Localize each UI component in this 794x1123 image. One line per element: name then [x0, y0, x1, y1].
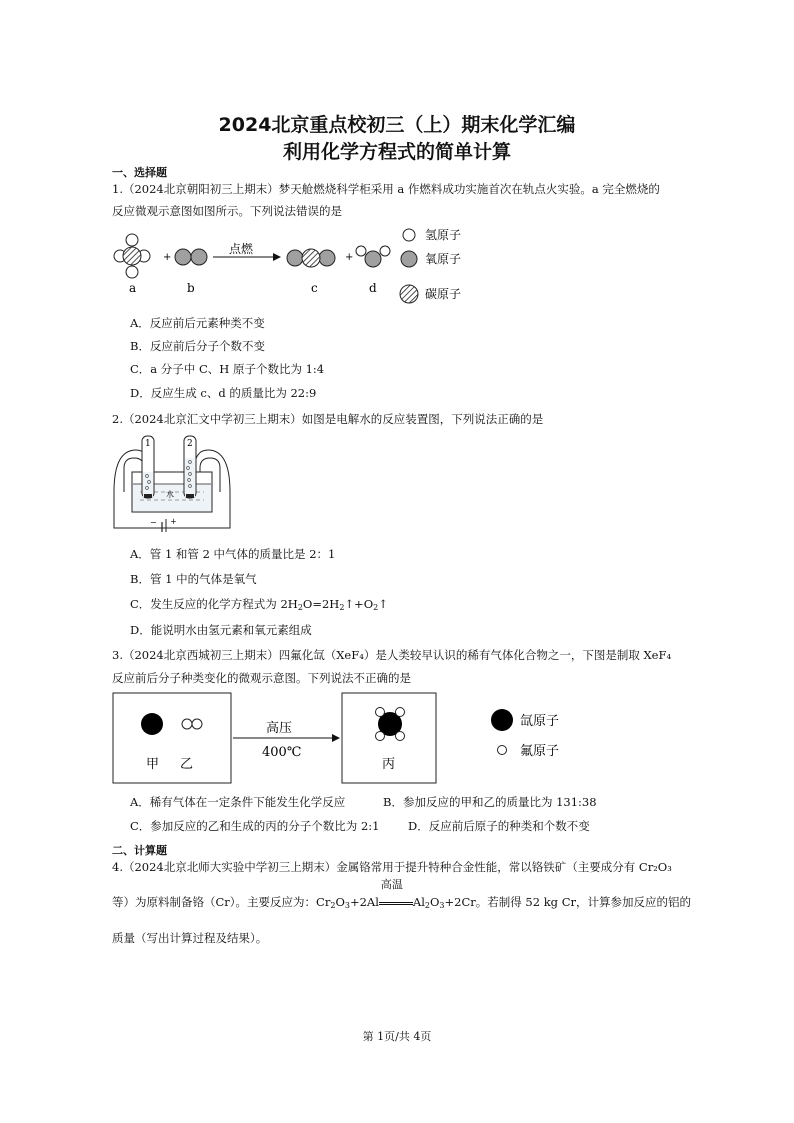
label-b: b: [187, 281, 195, 295]
label-bing: 丙: [382, 757, 396, 772]
section-heading-calculation: 二、计算题: [112, 844, 167, 857]
q2-electrolysis-diagram: [110, 432, 235, 532]
q1-option-d[interactable]: D．反应生成 c、d 的质量比为 22:9: [130, 386, 317, 400]
q1-option-b[interactable]: B．反应前后分子个数不变: [130, 339, 265, 353]
molecule-d: [356, 246, 390, 267]
battery-minus: −: [150, 518, 157, 527]
battery-plus: +: [170, 517, 177, 526]
q1-stem-line1: 1.（2024北京朝阳初三上期末）梦天舱燃烧科学柜采用 a 作燃料成功实施首次在轨点火实验。a 完全燃烧的: [112, 182, 660, 196]
label-yi: 乙: [180, 757, 194, 772]
xenon-atom-icon: [141, 713, 163, 735]
q3-option-d[interactable]: D．反应前后原子的种类和个数不变: [408, 819, 590, 833]
condition-pressure: 高压: [266, 721, 293, 736]
tube-2-label: 2: [187, 439, 193, 449]
legend-carbon-icon: [400, 285, 418, 303]
molecule-c: [287, 249, 335, 267]
q2-option-a[interactable]: A．管 1 和管 2 中气体的质量比是 2：1: [130, 547, 336, 561]
label-a: a: [129, 281, 137, 295]
section-heading-choice: 一、选择题: [112, 166, 167, 179]
q1-reaction-diagram: [105, 222, 485, 310]
legend-xenon: 氙原子: [520, 714, 560, 729]
q1-option-c[interactable]: C．a 分子中 C、H 原子个数比为 1:4: [130, 362, 325, 376]
q1-stem-line2: 反应微观示意图如图所示。下列说法错误的是: [112, 204, 342, 218]
legend-hydrogen: 氢原子: [425, 228, 462, 242]
reaction-condition: [379, 878, 413, 905]
label-jia: 甲: [146, 757, 160, 772]
legend-oxygen-icon: [401, 251, 417, 267]
document-title: 2024北京重点校初三（上）期末化学汇编: [218, 114, 576, 136]
molecule-b: [175, 249, 207, 265]
legend-xenon-icon: [491, 709, 513, 731]
legend-fluorine: 氟原子: [520, 744, 560, 759]
q3-option-a[interactable]: A．稀有气体在一定条件下能发生化学反应: [130, 795, 346, 809]
q3-stem-line1: 3.（2024北京西城初三上期末）四氟化氙（XeF₄）是人类较早认识的稀有气体化合物之一，下图是制取 XeF₄: [112, 648, 672, 662]
q3-reaction-diagram: [110, 690, 610, 790]
molecule-a: [114, 234, 150, 278]
condition-high-temperature: 高温: [380, 878, 403, 891]
reactant-box: [113, 693, 231, 783]
plus-sign: +: [345, 252, 354, 263]
q2-option-c[interactable]: C．发生反应的化学方程式为 $2H_2O=2H_2↑+O_2↑$: [130, 597, 388, 612]
legend-hydrogen-icon: [403, 229, 415, 241]
document-subtitle: 利用化学方程式的简单计算: [282, 141, 511, 163]
q2-option-d[interactable]: D．能说明水由氢元素和氧元素组成: [130, 623, 312, 637]
tube-1-label: 1: [145, 439, 151, 449]
plus-sign: +: [163, 252, 172, 263]
q4-stem-line2: 等）为原料制备铬（Cr）。主要反应为：$Cr_2O_3+2Al$ 高温 $Al_2O_3+2Cr$。若制得 52 kg Cr，计算参加反应的铝的: [112, 878, 691, 910]
condition-temperature: 400℃: [262, 745, 302, 760]
legend-fluorine-icon: [498, 746, 507, 755]
q3-stem-line2: 反应前后分子种类变化的微观示意图。下列说法不正确的是: [112, 671, 411, 685]
q1-option-a[interactable]: A．反应前后元素种类不变: [130, 316, 265, 330]
water-label: 水: [166, 490, 174, 499]
q2-option-b[interactable]: B．管 1 中的气体是氧气: [130, 572, 257, 586]
q4-stem-line1: 4.（2024北京北师大实验中学初三上期末）金属铬常用于提升特种合金性能，常以铬铁矿（主要成分有 Cr₂O₃: [112, 860, 672, 874]
label-c: c: [311, 281, 318, 295]
q4-stem-line3: 质量（写出计算过程及结果）。: [112, 931, 268, 945]
q3-option-c[interactable]: C．参加反应的乙和生成的丙的分子个数比为 2:1: [130, 819, 380, 833]
condition-label: 点燃: [229, 242, 254, 256]
label-d: d: [369, 281, 377, 295]
legend-oxygen: 氧原子: [425, 252, 462, 266]
q3-option-b[interactable]: B．参加反应的甲和乙的质量比为 131:38: [383, 795, 597, 809]
q2-stem: 2.（2024北京汇文中学初三上期末）如图是电解水的反应装置图，下列说法正确的是: [112, 412, 544, 426]
legend-carbon: 碳原子: [425, 287, 462, 301]
page-footer: 第 1页/共 4页: [362, 1030, 432, 1043]
